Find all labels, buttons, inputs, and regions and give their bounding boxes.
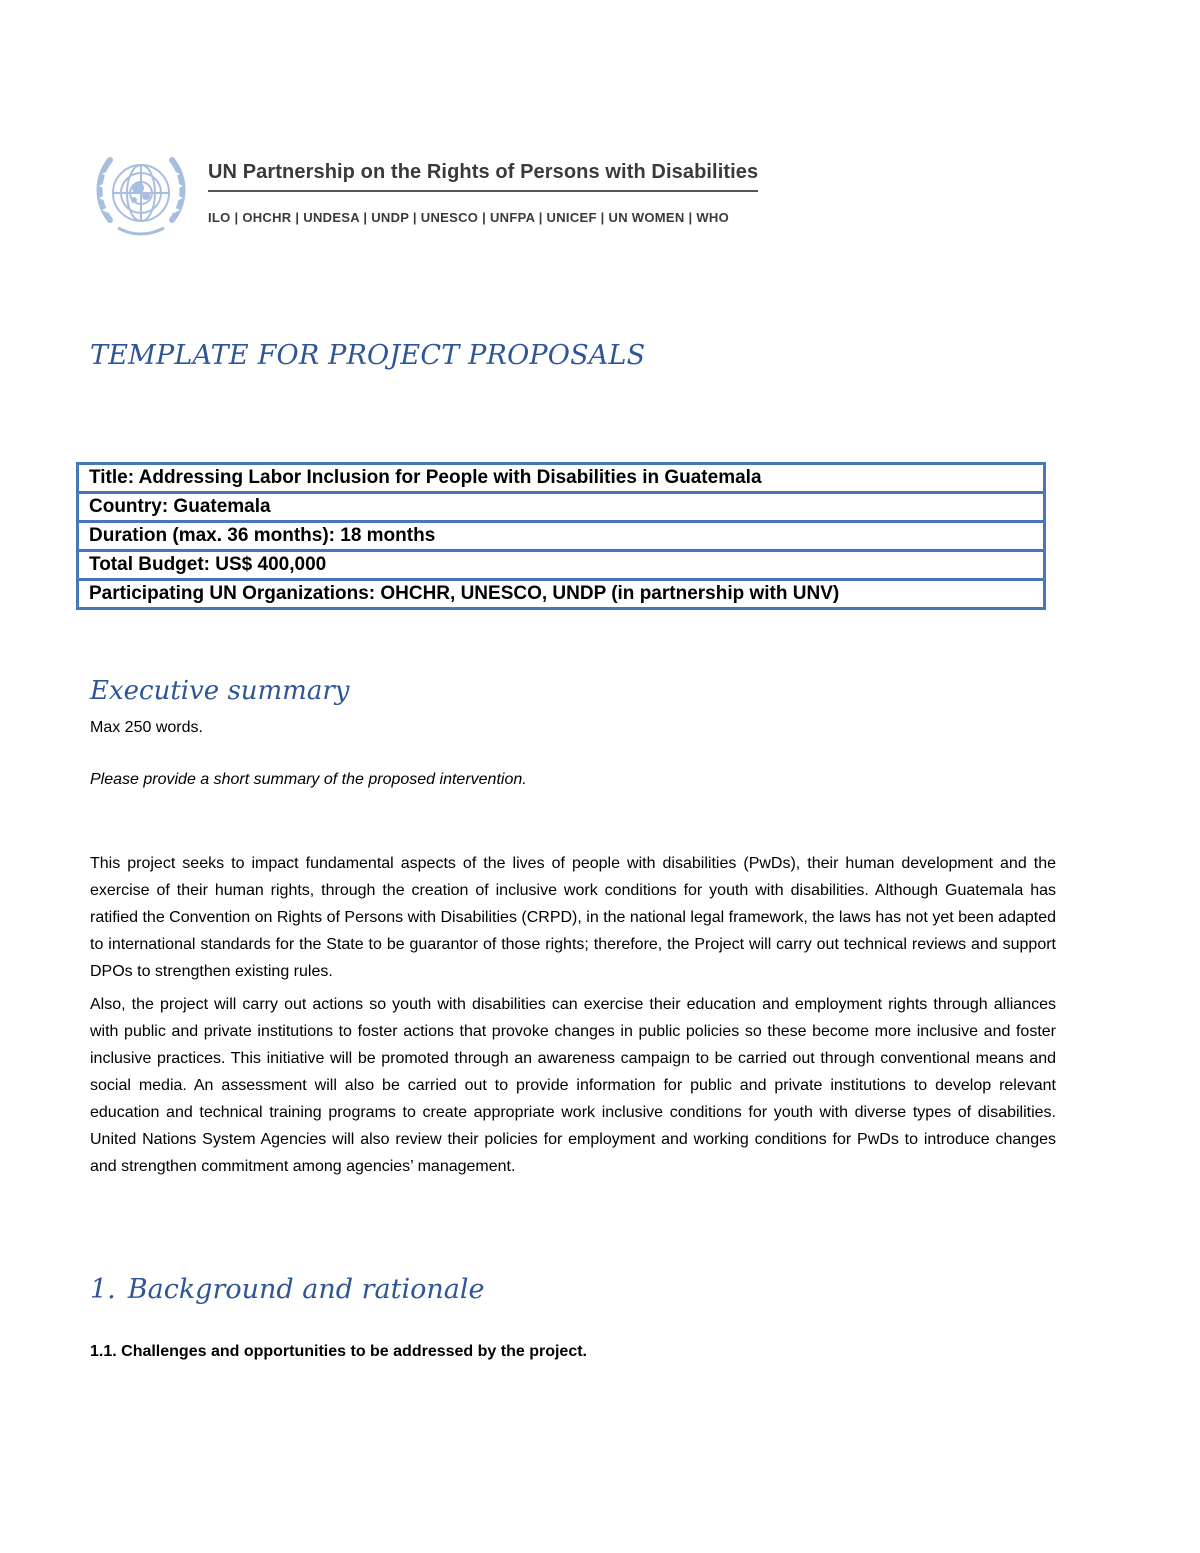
background-heading: [90, 1274, 484, 1305]
summary-instruction: Please provide a short summary of the proposed intervention.: [90, 771, 527, 788]
table-row: [78, 580, 1045, 609]
page-title: TEMPLATE FOR PROJECT PROPOSALS: [90, 340, 646, 371]
table-row: [78, 493, 1045, 522]
table-row: [78, 551, 1045, 580]
logo-text: [208, 161, 758, 225]
word-limit-note: Max 250 words.: [90, 719, 203, 736]
project-info-table: [76, 462, 1046, 610]
subsection-heading: 1.1. Challenges and opportunities to be addressed by the project.: [90, 1343, 587, 1360]
info-organizations-cell: Participating UN Organizations: OHCHR, UNESCO, UNDP (in partnership with UNV): [78, 580, 1045, 609]
info-country-cell: Country: Guatemala: [78, 493, 1045, 522]
executive-summary-heading: Executive summary: [90, 676, 350, 706]
executive-summary-body: [90, 850, 1056, 1186]
summary-paragraph: Also, the project will carry out actions so youth with disabilities can exercise their education and employment rights through alliances with public and private institutions to foster actions that provoke changes in public policies so these become more inclusive and foster inclusive practices. This initiative will be promoted through an awareness campaign to be carried out through conventional means and social media. An assessment will also be carried out to provide information for public and private institutions to develop relevant education and technical training programs to create appropriate work inclusive conditions for youth with diverse types of disabilities. United Nations System Agencies will also review their policies for employment and working conditions for PwDs to introduce changes and strengthen commitment among agencies’ management.: [90, 996, 1056, 1175]
un-emblem-icon: [88, 140, 194, 246]
table-row: [78, 522, 1045, 551]
info-budget-cell: Total Budget: US$ 400,000: [78, 551, 1045, 580]
info-duration-cell: Duration (max. 36 months): 18 months: [78, 522, 1045, 551]
background-heading-text: Background and rationale: [127, 1274, 485, 1305]
section-number: 1.: [90, 1274, 116, 1305]
info-title-cell: Title: Addressing Labor Inclusion for People with Disabilities in Guatemala: [78, 464, 1045, 493]
logo-title: UN Partnership on the Rights of Persons with Disabilities: [208, 161, 758, 192]
summary-paragraph: This project seeks to impact fundamental aspects of the lives of people with disabilities (PwDs), their human development and the exercise of their human rights, through the creation of inclusive work conditions for youth with disabilities. Although Guatemala has ratified the Convention on Rights of Persons with Disabilities (CRPD), in the national legal framework, the laws has not yet been adapted to international standards for the State to be guarantor of those rights; therefore, the Project will carry out technical reviews and support DPOs to strengthen existing rules.: [90, 855, 1056, 980]
logo-members: ILO | OHCHR | UNDESA | UNDP | UNESCO | UNFPA | UNICEF | UN WOMEN | WHO: [208, 210, 729, 225]
table-row: [78, 464, 1045, 493]
partnership-logo: [88, 140, 816, 246]
